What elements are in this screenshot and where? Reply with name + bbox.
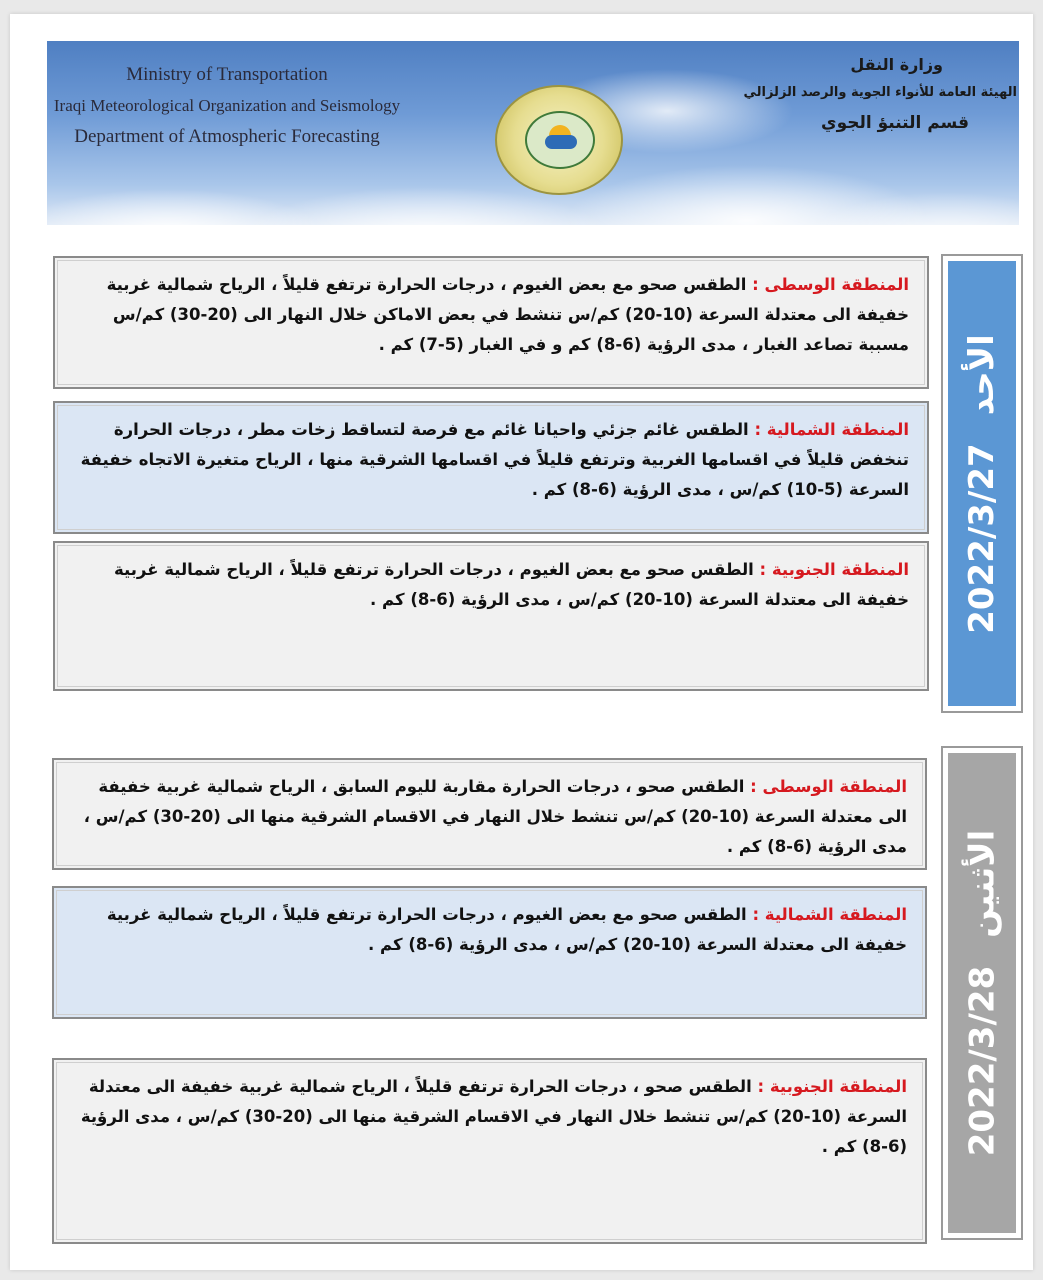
- region-label: المنطقة الجنوبية :: [757, 1077, 907, 1096]
- day-date: 2022/3/28: [962, 965, 1002, 1157]
- forecast-panel-northern: [53, 401, 929, 534]
- header-arabic-block: [717, 51, 1017, 139]
- region-label: المنطقة الشمالية :: [752, 905, 907, 924]
- cloud-icon: [545, 135, 577, 149]
- organization-name-en: Iraqi Meteorological Organization and Seismology: [53, 96, 401, 115]
- region-label: المنطقة الشمالية :: [754, 420, 909, 439]
- region-label: المنطقة الوسطى :: [752, 275, 909, 294]
- day-label-sunday: [941, 254, 1023, 713]
- department-name-ar: قسم التنبؤ الجوي: [821, 113, 969, 133]
- organization-name-ar: الهيئة العامة للأنواء الجوية والرصد الزلزالي: [743, 85, 1017, 100]
- ministry-name-ar: وزارة النقل: [850, 55, 943, 74]
- forecast-text: الطقس صحو مع بعض الغيوم ، درجات الحرارة ترتفع قليلاً ، الرياح شمالية غربية خفيفة الى معتدلة السرعة (10-20) كم/س ، مدى الرؤية (6-8) كم .: [106, 905, 907, 954]
- department-name-en: Department of Atmospheric Forecasting: [74, 126, 380, 147]
- forecast-text: الطقس صحو مع بعض الغيوم ، درجات الحرارة ترتفع قليلاً ، الرياح شمالية غربية خفيفة الى معتدلة السرعة (10-20) كم/س ، مدى الرؤية (6-8) كم .: [114, 560, 909, 609]
- day-label-fill: [948, 261, 1016, 706]
- header-english-block: [47, 59, 407, 152]
- day-label-text: [962, 334, 1002, 634]
- forecast-panel-southern: [53, 541, 929, 691]
- forecast-panel-central: [52, 758, 927, 870]
- day-label-fill: [948, 753, 1016, 1233]
- organization-logo: [495, 85, 623, 195]
- day-date: 2022/3/27: [962, 442, 1002, 634]
- region-label: المنطقة الجنوبية :: [759, 560, 909, 579]
- forecast-text: الطقس صحو ، درجات الحرارة مقاربة لليوم السابق ، الرياح شمالية غربية خفيفة الى معتدلة السرعة (10-20) كم/س تنشط خلال النهار في الاقسام الشرقية منها الى (20-30) كم/س ، مدى الرؤية (6-8) كم .: [83, 777, 907, 856]
- region-label: المنطقة الوسطى :: [750, 777, 907, 796]
- header-banner: [47, 41, 1019, 225]
- forecast-text: الطقس صحو مع بعض الغيوم ، درجات الحرارة ترتفع قليلاً ، الرياح شمالية غربية خفيفة الى معتدلة السرعة (10-20) كم/س تنشط في بعض الاماكن خلال النهار الى (20-30) كم/س مسببة تصاعد الغبار ، مدى الرؤية (6-8) كم و في الغبار (5-7) كم .: [106, 275, 909, 354]
- forecast-panel-northern: [52, 886, 927, 1019]
- day-label-monday: [941, 746, 1023, 1240]
- logo-emblem: [525, 111, 595, 169]
- day-label-text: [962, 830, 1002, 1157]
- day-name: الأحد: [962, 333, 1002, 415]
- forecast-text: الطقس غائم جزئي واحيانا غائم مع فرصة لتساقط زخات مطر ، درجات الحرارة تنخفض قليلاً في اقسامها الغربية وترتفع قليلاً في اقسامها الشرقية منها ، الرياح متغيرة الاتجاه خفيفة السرعة (5-10) كم/س ، مدى الرؤية (6-8) كم .: [80, 420, 909, 499]
- forecast-panel-southern: [52, 1058, 927, 1244]
- forecast-panel-central: [53, 256, 929, 389]
- forecast-text: الطقس صحو ، درجات الحرارة ترتفع قليلاً ، الرياح شمالية غربية خفيفة الى معتدلة السرعة (10-20) كم/س تنشط خلال النهار في الاقسام الشرقية منها الى (20-30) كم/س ، مدى الرؤية (6-8) كم .: [80, 1077, 907, 1156]
- day-name: الأثنين: [962, 829, 1002, 938]
- ministry-name-en: Ministry of Transportation: [126, 64, 328, 85]
